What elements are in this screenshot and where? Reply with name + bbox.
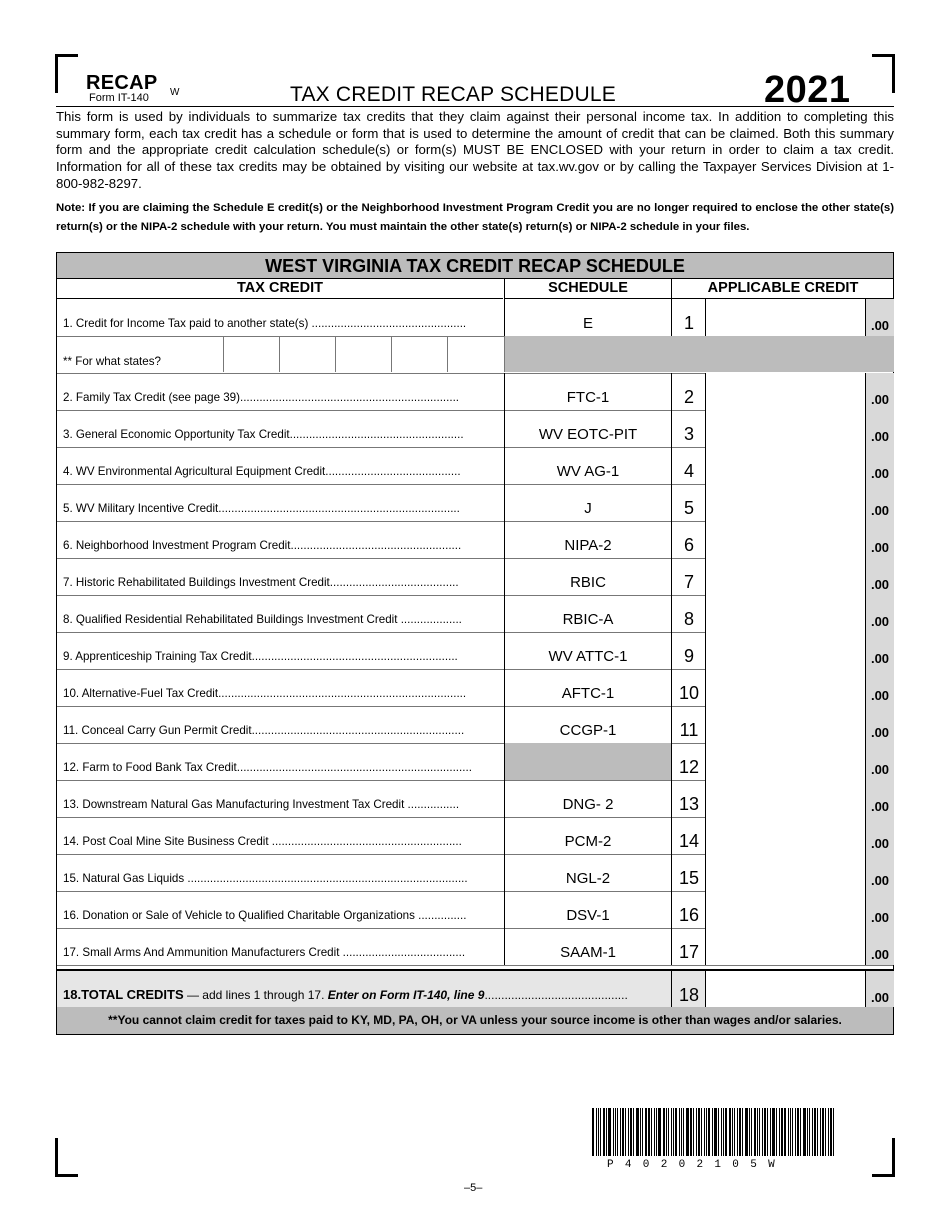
cents-label: .00 [865,669,894,706]
cents-label: .00 [865,632,894,669]
state-input[interactable] [391,336,448,372]
credit-amount-input[interactable] [705,521,866,558]
states-row [57,336,893,374]
shaded-area [504,336,894,372]
state-input[interactable] [279,336,336,372]
line-number: 18 [671,971,706,1007]
states-label: ** For what states? [63,355,161,368]
form-number: Form IT-140 [89,92,149,104]
cents-label: .00 [865,299,894,336]
line-number: 8 [671,595,706,632]
cents-label: .00 [865,595,894,632]
schedule-name: NIPA-2 [504,521,671,558]
table-row [57,669,893,707]
credit-amount-input[interactable] [705,891,866,928]
table-row [57,558,893,596]
credit-amount-input[interactable] [705,447,866,484]
form-short-name: RECAP [86,72,158,94]
table-row [57,484,893,522]
credit-label: 7. Historic Rehabilitated Buildings Investment Credit........................................ [63,576,459,589]
tax-year: 2021 [764,69,851,111]
corner-mark-bottom-right [872,1138,895,1177]
credit-label: 6. Neighborhood Investment Program Credit..................................................... [63,539,462,552]
credit-amount-input[interactable] [705,928,866,965]
line-number: 1 [671,299,706,336]
credit-amount-input[interactable] [705,410,866,447]
recap-table [56,252,894,1035]
table-row [57,595,893,633]
line-number: 15 [671,854,706,891]
credit-amount-input[interactable] [705,484,866,521]
line-number: 13 [671,780,706,817]
cents-label: .00 [865,971,894,1007]
table-row [57,706,893,744]
credit-amount-input[interactable] [705,854,866,891]
line-number: 10 [671,669,706,706]
table-row [57,299,893,337]
table-row [57,891,893,929]
credit-amount-input[interactable] [705,743,866,780]
cents-label: .00 [865,706,894,743]
table-row [57,928,893,966]
credit-label: 8. Qualified Residential Rehabilitated Buildings Investment Credit ................... [63,613,462,626]
cents-label: .00 [865,817,894,854]
cents-label: .00 [865,891,894,928]
schedule-name: DSV-1 [504,891,671,928]
state-input[interactable] [223,336,280,372]
credit-amount-input[interactable] [705,780,866,817]
credit-amount-input[interactable] [705,373,866,410]
line-number: 4 [671,447,706,484]
table-row [57,854,893,892]
credit-label: 13. Downstream Natural Gas Manufacturing Investment Tax Credit ................ [63,798,460,811]
credit-amount-input[interactable] [705,706,866,743]
barcode-text: P40202105W [607,1159,787,1171]
table-row [57,521,893,559]
table-title: WEST VIRGINIA TAX CREDIT RECAP SCHEDULE [57,253,893,279]
table-row [57,410,893,448]
credit-label: 3. General Economic Opportunity Tax Credit...................................................... [63,428,464,441]
line-number: 17 [671,928,706,965]
line-number: 9 [671,632,706,669]
cents-label: .00 [865,373,894,410]
note-paragraph: Note: If you are claiming the Schedule E credit(s) or the Neighborhood Investment Program Credit you are no longer required to enclose the other state(s) return(s) or the NIPA-2 schedule with your return. You must maintain the other state(s) return(s) or NIPA-2 schedule in your files. [56,202,894,233]
cents-label: .00 [865,928,894,965]
total-label-italic: Enter on Form IT-140, line 9 [327,988,485,1002]
cents-label: .00 [865,558,894,595]
credit-label: 10. Alternative-Fuel Tax Credit............................................................................. [63,687,467,700]
state-input[interactable] [335,336,392,372]
table-row [57,447,893,485]
line-number: 16 [671,891,706,928]
column-header-tax-credit: TAX CREDIT [57,279,503,299]
cents-label: .00 [865,410,894,447]
line-number: 2 [671,373,706,410]
credit-label: 9. Apprenticeship Training Tax Credit................................................................ [63,650,458,663]
credit-label: 14. Post Coal Mine Site Business Credit ........................................................... [63,835,462,848]
total-credits-label [63,987,628,1002]
credit-amount-input[interactable] [705,595,866,632]
w-mark: W [170,87,180,98]
cents-label: .00 [865,521,894,558]
barcode [592,1108,860,1156]
schedule-name [504,743,671,780]
total-label-bold: 18.TOTAL CREDITS [63,987,184,1002]
credit-label: 2. Family Tax Credit (see page 39).................................................................... [63,391,460,404]
credit-amount-input[interactable] [705,632,866,669]
table-row [57,373,893,411]
total-credits-row [57,969,893,1008]
form-header [56,69,894,111]
schedule-name: WV EOTC-PIT [504,410,671,447]
schedule-name: FTC-1 [504,373,671,410]
schedule-name: SAAM-1 [504,928,671,965]
schedule-name: AFTC-1 [504,669,671,706]
schedule-name: E [504,299,671,336]
credit-label: 16. Donation or Sale of Vehicle to Qualified Charitable Organizations ............... [63,909,467,922]
corner-mark-bottom-left [55,1138,78,1177]
credit-label: 15. Natural Gas Liquids ....................................................................................... [63,872,468,885]
schedule-name: DNG- 2 [504,780,671,817]
credit-amount-input[interactable] [705,558,866,595]
schedule-name: PCM-2 [504,817,671,854]
cents-label: .00 [865,854,894,891]
credit-label: 17. Small Arms And Ammunition Manufacturers Credit ...................................... [63,946,466,959]
credit-label: 12. Farm to Food Bank Tax Credit......................................................................... [63,761,472,774]
schedule-name: WV AG-1 [504,447,671,484]
table-row [57,780,893,818]
cents-label: .00 [865,743,894,780]
table-row [57,743,893,781]
credit-label: 5. WV Military Incentive Credit........................................................................... [63,502,460,515]
footnote: **You cannot claim credit for taxes paid to KY, MD, PA, OH, or VA unless your source income is other than wages and/or salaries. [57,1007,893,1034]
credit-amount-input[interactable] [705,299,866,336]
credit-label: 1. Credit for Income Tax paid to another state(s) ................................................ [63,317,467,330]
page-title: TAX CREDIT RECAP SCHEDULE [290,83,616,106]
cents-label: .00 [865,780,894,817]
line-number: 7 [671,558,706,595]
table-row [57,632,893,670]
intro-paragraph: This form is used by individuals to summarize tax credits that they claim against their personal income tax. In addition to completing this summary form, each tax credit has a schedule or form that is used to determine the amount of credit that can be claimed. Both this summary form and the appropriate credit calculation schedule(s) or form(s) MUST BE ENCLOSED with your return in order to claim a tax credit. Information for all of these tax credits may be obtained by visiting our website at tax.wv.gov or by calling the Taxpayer Services Division at 1-800-982-8297. [56,109,894,191]
line-number: 14 [671,817,706,854]
schedule-name: RBIC-A [504,595,671,632]
credit-amount-input[interactable] [705,817,866,854]
total-amount-input[interactable] [705,971,866,1007]
line-number: 11 [671,706,706,743]
schedule-name: RBIC [504,558,671,595]
column-header-schedule: SCHEDULE [504,279,671,299]
total-label-text: — add lines 1 through 17. [183,988,328,1002]
column-header-applicable-credit: APPLICABLE CREDIT [671,279,894,299]
state-input[interactable] [447,336,504,372]
schedule-name: NGL-2 [504,854,671,891]
schedule-name: CCGP-1 [504,706,671,743]
line-number: 6 [671,521,706,558]
cents-label: .00 [865,484,894,521]
cents-label: .00 [865,447,894,484]
schedule-name: J [504,484,671,521]
credit-amount-input[interactable] [705,669,866,706]
table-row [57,817,893,855]
schedule-name: WV ATTC-1 [504,632,671,669]
credit-label: 11. Conceal Carry Gun Permit Credit.................................................................. [63,724,465,737]
credit-label: 4. WV Environmental Agricultural Equipment Credit.......................................... [63,465,461,478]
line-number: 5 [671,484,706,521]
page-number: –5– [464,1182,483,1194]
line-number: 12 [671,743,706,780]
total-label-dots: ........................................... [484,988,628,1002]
line-number: 3 [671,410,706,447]
